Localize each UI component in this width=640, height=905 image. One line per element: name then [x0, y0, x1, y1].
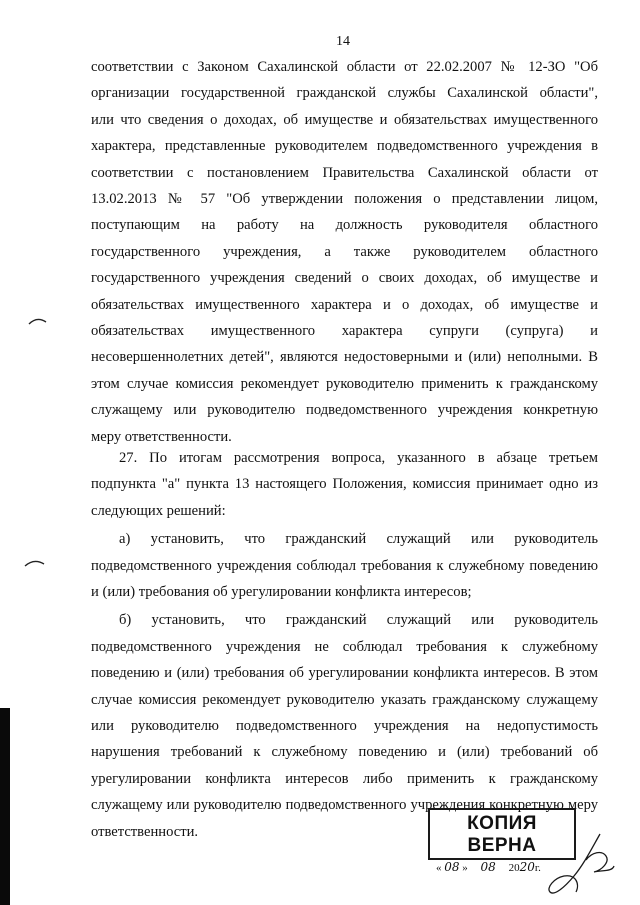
stamp-year-mark: г.: [534, 862, 541, 874]
stamp-day: 08: [444, 860, 460, 874]
text-line: государственного учреждения, а также руководителем областного: [91, 243, 598, 260]
text-line: соответствии с постановлением Правительства Сахалинской области от: [91, 164, 598, 181]
margin-mark-1: [28, 316, 48, 326]
paragraph-continuation: [91, 54, 598, 450]
stamp-month: 08: [480, 860, 496, 874]
signature: [540, 830, 620, 902]
stamp-year-prefix: 20: [508, 862, 520, 874]
scan-edge: [0, 708, 10, 905]
margin-mark-2: [24, 558, 46, 568]
text-line: организации государственной гражданской службы Сахалинской области",: [91, 85, 598, 102]
paragraph-b: б) установить, что гражданский служащий или руководитель подведомственного учреждения не соблюдал требования к служебному поведению и (или) требования об урегулировании конфликта интересов. В этом случае комиссия рекомендует руководителю указать гражданскому служащему или руководителю подведомственного учреждения на недопустимость нарушения требований к служебному поведению и (или) требований об урегулировании конфликта интересов либо применить к гражданскому служащему или руководителю подведомственного учреждения конкретную меру ответственности.: [91, 612, 598, 840]
paragraphs-27: [91, 445, 598, 845]
text-line: этом случае комиссия рекомендует руководителю применить к гражданскому: [91, 375, 598, 392]
stamp-title: КОПИЯ ВЕРНА: [467, 813, 537, 856]
text-line: характера, представленные руководителем подведомственного учреждения в: [91, 138, 598, 155]
text-line: 13.02.2013 № 57 "Об утверждении положения о представлении лицом,: [91, 191, 598, 208]
text-line: обязательствах имущественного характера супруги (супруга) и: [91, 323, 598, 340]
text-line: служащему или руководителю подведомственного учреждения конкретную: [91, 402, 598, 419]
text-line: меру ответственности.: [91, 428, 232, 445]
page-number: 14: [336, 34, 350, 49]
text-line: или что сведения о доходах, об имуществе и обязательствах имущественного: [91, 111, 598, 128]
text-line: соответствии с Законом Сахалинской области от 22.02.2007 № 12-ЗО "Об: [91, 59, 598, 75]
text-line: государственного учреждения сведений о своих доходах, об имуществе и: [91, 270, 598, 287]
text-line: поступающим на работу на должность руководителя областного: [91, 217, 598, 234]
paragraph-a: а) установить, что гражданский служащий или руководитель подведомственного учреждения соблюдал требования к служебному поведению и (или) требования об урегулировании конфликта интересов;: [91, 531, 598, 601]
stamp-year-suffix: 20: [519, 860, 535, 874]
text-line: несовершеннолетних детей", являются недостоверными и (или) неполными. В: [91, 349, 598, 366]
stamp-date-open-quote: «: [436, 862, 442, 874]
text-line: обязательствах имущественного характера и о доходах, об имуществе и: [91, 296, 598, 313]
stamp-date-close-quote: »: [462, 862, 468, 874]
paragraph-27: 27. По итогам рассмотрения вопроса, указанного в абзаце третьем подпункта "а" пункта 13 настоящего Положения, комиссия принимает одно из следующих решений:: [91, 450, 598, 519]
